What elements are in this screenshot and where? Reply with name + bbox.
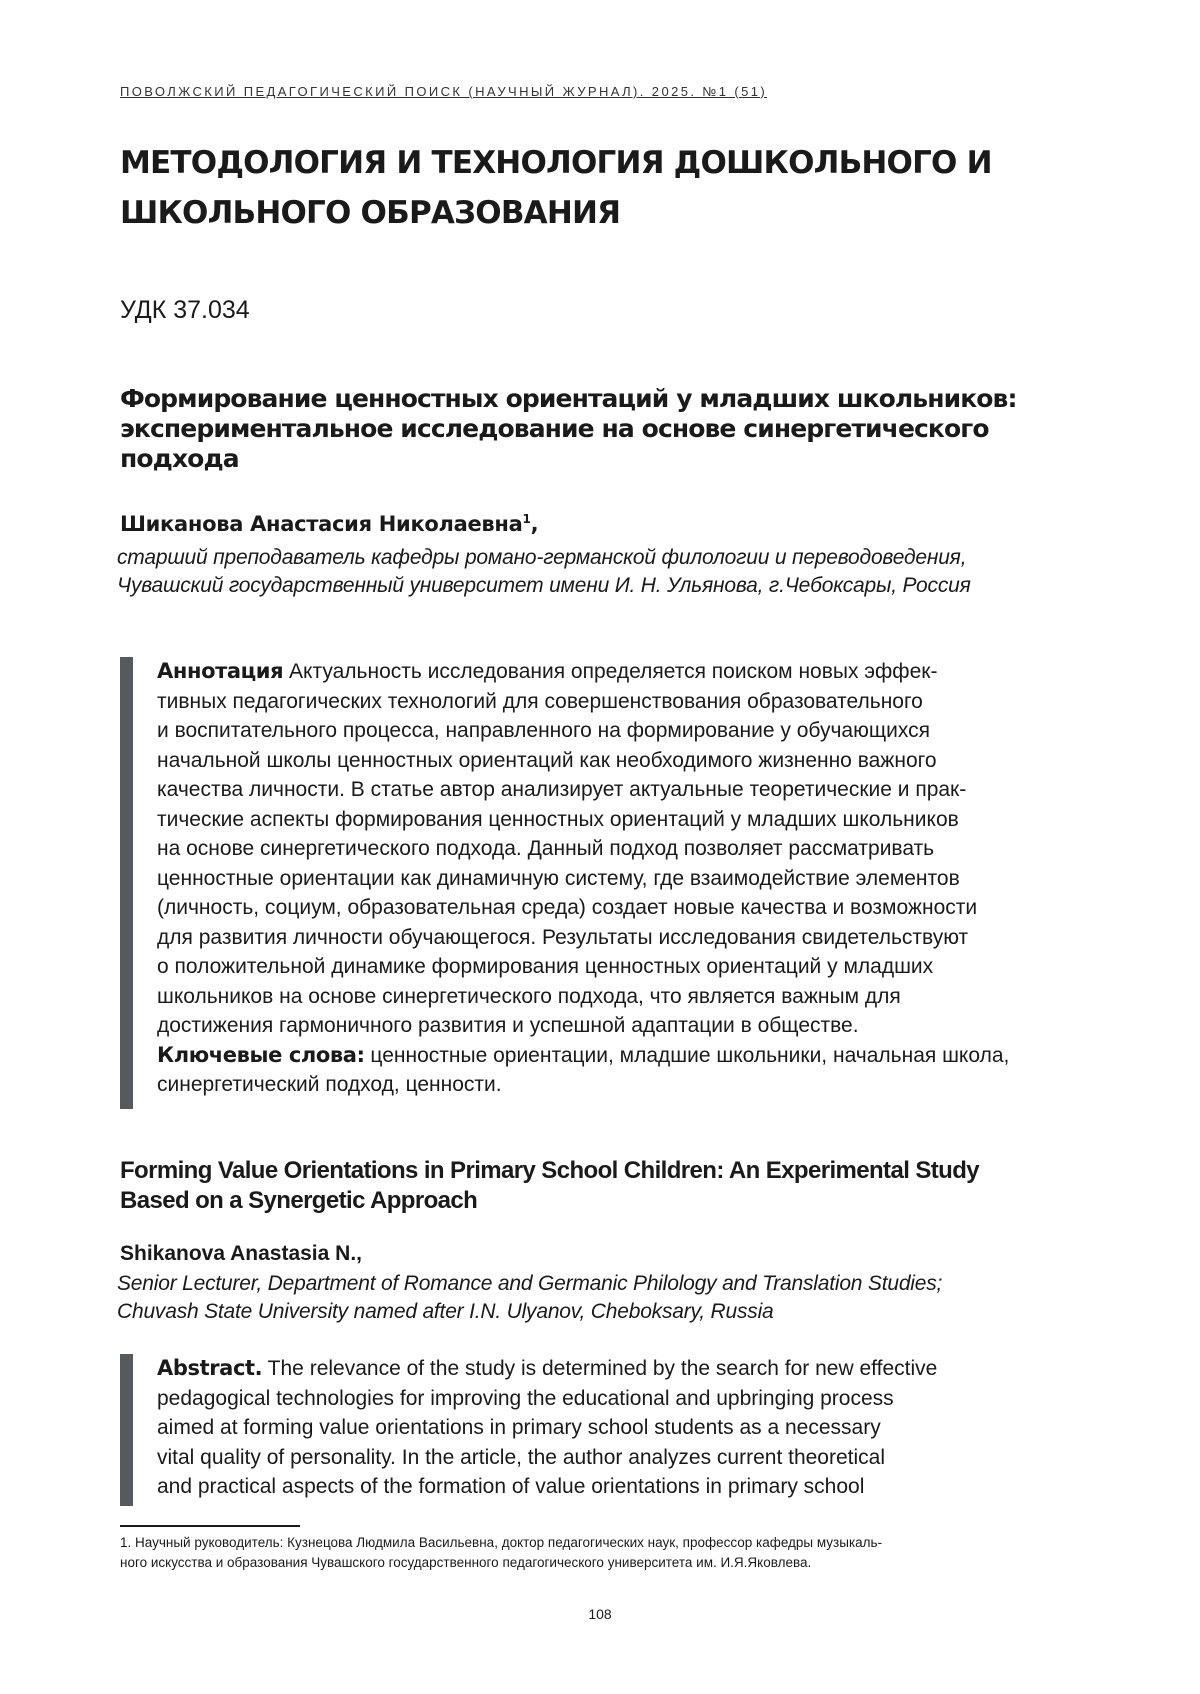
abstract-ru-line: тические аспекты формирования ценностных ориентаций у младших школьников <box>157 807 959 831</box>
abstract-en-line: Abstract. The relevance of the study is determined by the search for new effective <box>157 1356 938 1380</box>
author-ru <box>120 512 538 536</box>
keywords-ru-line: Ключевые слова: ценностные ориентации, младшие школьники, начальная школа, <box>157 1042 1010 1067</box>
footnote-line: ного искусства и образования Чувашского государственного педагогического университета им. И.Я.Яковлева. <box>120 1555 812 1570</box>
page-number: 108 <box>588 1606 612 1622</box>
section-title-line: МЕТОДОЛОГИЯ И ТЕХНОЛОГИЯ ДОШКОЛЬНОГО И <box>120 145 992 181</box>
affiliation-ru-line: старший преподаватель кафедры романо-германской филологии и переводоведения, <box>117 546 967 569</box>
abstract-ru-line: качества личности. В статье автор анализирует актуальные теоретические и прак- <box>157 778 967 801</box>
author-footnote-mark: 1 <box>522 512 531 526</box>
abstract-ru-line: для развития личности обучающегося. Результаты исследования свидетельствуют <box>157 925 969 949</box>
abstract-ru-bar <box>120 657 133 1109</box>
keywords-ru-line: синергетический подход, ценности. <box>157 1073 502 1096</box>
author-ru-name: Шиканова Анастасия Николаевна <box>120 512 523 536</box>
abstract-ru-line: тивных педагогических технологий для совершенствования образовательного <box>157 689 923 713</box>
affiliation-en-line: Senior Lecturer, Department of Romance and Germanic Philology and Translation Studies; <box>117 1272 943 1295</box>
affiliation-en-line: Chuvash State University named after I.N. Ulyanov, Cheboksary, Russia <box>117 1300 774 1323</box>
udc-code: УДК 37.034 <box>120 296 250 324</box>
running-header: ПОВОЛЖСКИЙ ПЕДАГОГИЧЕСКИЙ ПОИСК (НАУЧНЫЙ ЖУРНАЛ). 2025. №1 (51) <box>120 84 768 99</box>
abstract-en-bar <box>120 1354 133 1506</box>
abstract-ru-line: достижения гармоничного развития и успешной адаптации в обществе. <box>157 1014 859 1037</box>
abstract-en-line: vital quality of personality. In the article, the author analyzes current theoretical <box>157 1445 885 1469</box>
abstract-ru-line: на основе синергетического подхода. Данный подход позволяет рассматривать <box>157 837 935 860</box>
abstract-en-line: aimed at forming value orientations in primary school students as a necessary <box>157 1416 881 1439</box>
affiliation-ru <box>117 544 1077 600</box>
article-title-ru-line: Формирование ценностных ориентаций у младших школьников: <box>120 384 1017 413</box>
abstract-ru-text <box>157 657 1067 1100</box>
abstract-ru-label: Аннотация <box>157 659 284 683</box>
article-title-ru-line: экспериментальное исследование на основе синергетического <box>120 414 989 443</box>
author-en: Shikanova Anastasia N., <box>120 1242 362 1265</box>
section-title <box>120 138 1080 238</box>
section-title-line: ШКОЛЬНОГО ОБРАЗОВАНИЯ <box>120 195 621 231</box>
affiliation-ru-line: Чувашский государственный университет имени И. Н. Ульянова, г.Чебоксары, Россия <box>117 574 971 597</box>
abstract-en-line: and practical aspects of the formation of value orientations in primary school <box>157 1475 865 1498</box>
article-title-ru <box>120 384 1050 474</box>
affiliation-en <box>117 1270 1077 1326</box>
article-title-en-line: Based on a Synergetic Approach <box>120 1187 478 1214</box>
abstract-ru-line: (личность, социум, образовательная среда) создает новые качества и возможности <box>157 896 978 919</box>
article-title-en-line: Forming Value Orientations in Primary School Children: An Experimental Study <box>120 1157 980 1184</box>
keywords-ru-label: Ключевые слова: <box>157 1042 365 1067</box>
footnote-divider <box>120 1525 300 1527</box>
abstract-en-text <box>157 1354 1067 1502</box>
footnote-line: 1. Научный руководитель: Кузнецова Людмила Васильевна, доктор педагогических наук, профессор кафедры музыкаль- <box>120 1535 883 1550</box>
abstract-ru-line: ценностные ориентации как динамичную систему, где взаимодействие элементов <box>157 866 960 890</box>
abstract-ru-line: Аннотация Актуальность исследования определяется поиском новых эффек- <box>157 659 938 683</box>
footnote <box>120 1533 1080 1573</box>
article-title-en <box>120 1156 1080 1216</box>
abstract-en-label: Abstract. <box>157 1356 263 1380</box>
article-title-ru-line: подхода <box>120 444 239 473</box>
abstract-ru-line: начальной школы ценностных ориентаций как необходимого жизненно важного <box>157 748 937 772</box>
abstract-ru-line: и воспитательного процесса, направленного на формирование у обучающихся <box>157 719 930 742</box>
author-ru-suffix: , <box>530 512 539 536</box>
abstract-ru-line: о положительной динамике формирования ценностных ориентаций у младших <box>157 955 934 978</box>
abstract-ru-line: школьников на основе синергетического подхода, что является важным для <box>157 984 901 1008</box>
abstract-en-line: pedagogical technologies for improving the educational and upbringing process <box>157 1386 894 1410</box>
